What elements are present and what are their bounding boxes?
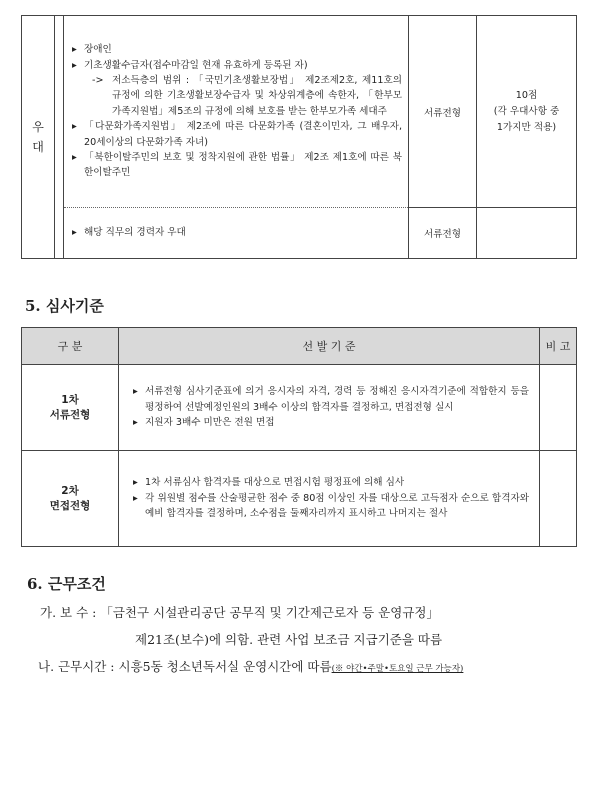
stage-label: 2차 면접전형	[22, 451, 119, 547]
criteria-table	[21, 327, 577, 547]
list-item: ▸ 장애인	[72, 44, 112, 56]
remarks-cell	[540, 365, 577, 451]
list-item: ▸ 기초생활수급자(접수마감일 현재 유효하게 등록된 자)	[72, 59, 308, 71]
pay-text-continued: 제21조(보수)에 의함. 관련 사업 보조금 지급기준을 따름	[135, 632, 443, 647]
pay-text: 「금천구 시설관리공단 공무직 및 기간제근로자 등 운영규정」	[100, 605, 439, 620]
column-header: 구 분	[22, 328, 119, 365]
hours-line	[38, 657, 463, 675]
pay-line	[40, 603, 439, 621]
hours-label: 나. 근무시간 :	[38, 659, 115, 674]
list-item: ▸ 각 위원별 점수를 산술평균한 점수 중 80점 이상인 자를 대상으로 고득점자 순으로 합격자와 예비 합격자를 결정하며, 소수점을 둘째자리까지 표시하고 나머지는 절사	[133, 492, 529, 520]
hours-note: (※ 야간•주말•토요일 근무 가능자)	[331, 664, 464, 674]
column-header: 선 발 기 준	[119, 328, 540, 365]
list-item: ▸ 지원자 3배수 미만은 전원 면접	[133, 417, 275, 429]
preference-category-cell	[22, 16, 55, 259]
section-title: 6. 근무조건	[27, 575, 106, 593]
column-header: 비 고	[540, 328, 577, 365]
section-title: 5. 심사기준	[25, 297, 104, 315]
preference-method-cell: 서류전형	[409, 208, 477, 259]
hours-text: 시흥5동 청소년독서실 운영시간에 따름	[118, 659, 332, 674]
pay-label: 가. 보 수 :	[40, 605, 97, 620]
list-item: ▸ 「북한이탈주민의 보호 및 정착지원에 관한 법률」 제2조 제1호에 따른 북한이탈주민	[72, 152, 402, 179]
list-item: ▸ 1차 서류심사 합격자를 대상으로 면접시험 평정표에 의해 심사	[133, 477, 405, 489]
preference-items-cell	[64, 208, 409, 259]
list-item: ▸ 해당 직무의 경력자 우대	[72, 227, 186, 239]
list-item: ▸ 「다문화가족지원법」 제2조에 따른 다문화가족 (결혼이민자, 그 배우자, 20세이상의 다문화가족 자녀)	[72, 121, 402, 148]
preference-items-cell	[64, 16, 409, 208]
preference-category-label: 우 대	[32, 120, 44, 154]
table-row	[22, 451, 577, 547]
preference-table	[21, 15, 577, 259]
list-item: -> 저소득층의 범위 : 「국민기초생활보장법」 제2조제2호, 제11호의 규정에 의한 기초생활보장수급자 및 차상위계층에 속한자, 「한부모가족지원법」제5조의 규정에 의해 보호를 받는 한부모가족 세대주	[92, 74, 402, 117]
preference-method-cell: 서류전형	[409, 16, 477, 208]
criteria-cell	[119, 365, 540, 451]
preference-score-cell	[477, 208, 577, 259]
remarks-cell	[540, 451, 577, 547]
list-item: ▸ 서류전형 심사기준표에 의거 응시자의 자격, 경력 등 정해진 응시자격기준에 적합한지 등을 평정하여 선발예정인원의 3배수 이상의 합격자를 결정하고, 면접전형 실시	[133, 386, 529, 413]
preference-score-cell: 10점 (각 우대사항 중 1가지만 적용)	[477, 16, 577, 208]
stage-label: 1차 서류전형	[22, 365, 119, 451]
criteria-cell	[119, 451, 540, 547]
table-row	[22, 365, 577, 451]
